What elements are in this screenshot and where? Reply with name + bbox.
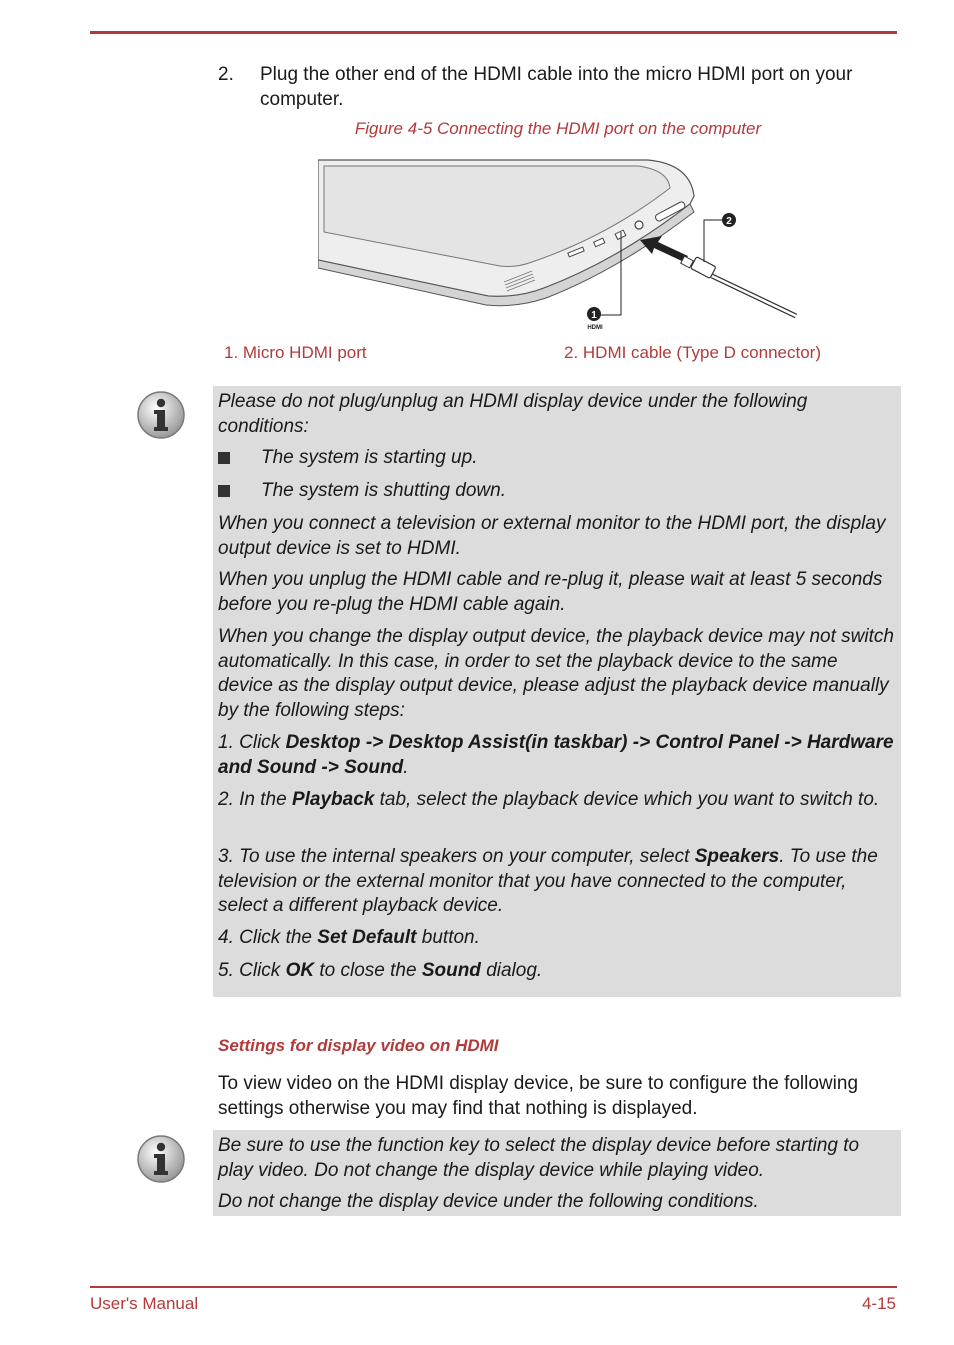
- note-paragraph-change: When you change the display output device, the playback device may not switch automatically. In this case, in order to set the playback device to the same device as the display output device, please adjust the playback device manually by the following steps:: [218, 626, 894, 721]
- note-box-hdmi-conditions: [213, 386, 901, 997]
- callout-2-label: 2: [726, 216, 732, 227]
- section-body: To view video on the HDMI display device, be sure to configure the following settings otherwise you may find that nothing is displayed.: [218, 1073, 859, 1119]
- note2-paragraph-1: Be sure to use the function key to select the display device before starting to play video. Do not change the display device while playing video.: [218, 1135, 860, 1181]
- step-text: Plug the other end of the HDMI cable into the micro HDMI port on your computer.: [260, 64, 853, 110]
- page-number: 4-15: [861, 1294, 896, 1313]
- section-heading: Settings for display video on HDMI: [218, 1036, 499, 1055]
- footer-manual-title: User's Manual: [90, 1294, 199, 1313]
- header-rule: [90, 31, 897, 34]
- note-box-video-settings: [213, 1130, 901, 1216]
- note-step-3: 3. To use the internal speakers on your computer, select Speakers. To use the television or the external monitor that you have connected to the computer, select a different playback device.: [218, 846, 878, 916]
- note-intro: Please do not plug/unplug an HDMI display device under the following conditions:: [218, 391, 808, 437]
- note-paragraph-unplug: When you unplug the HDMI cable and re-plug it, please wait at least 5 seconds before you re-plug the HDMI cable again.: [218, 569, 883, 615]
- bullet-marker: [218, 485, 230, 497]
- callout-1-label: 1: [591, 310, 597, 321]
- bullet-marker: [218, 452, 230, 464]
- info-icon: [136, 390, 186, 440]
- footer-rule: [90, 1286, 897, 1288]
- step-number: 2.: [218, 64, 234, 85]
- legend-micro-hdmi-port: 1. Micro HDMI port: [224, 343, 367, 362]
- figure-caption: Figure 4-5 Connecting the HDMI port on the computer: [354, 119, 762, 138]
- note-paragraph-connect: When you connect a television or external monitor to the HDMI port, the display output device is set to HDMI.: [218, 513, 886, 559]
- hdmi-connection-illustration: [318, 158, 798, 333]
- note-step-4: 4. Click the Set Default button.: [218, 927, 480, 948]
- note-step-1: 1. Click Desktop -> Desktop Assist(in taskbar) -> Control Panel -> Hardware and Sound -> Sound.: [218, 732, 894, 778]
- hdmi-port-marking: HDMI: [587, 325, 603, 331]
- info-icon: [136, 1134, 186, 1184]
- bullet-text: The system is starting up.: [261, 447, 478, 468]
- note2-paragraph-2: Do not change the display device under the following conditions.: [218, 1191, 759, 1212]
- legend-hdmi-cable: 2. HDMI cable (Type D connector): [564, 343, 821, 362]
- note-step-5: 5. Click OK to close the Sound dialog.: [218, 960, 543, 981]
- bullet-text: The system is shutting down.: [261, 480, 506, 501]
- note-step-2: 2. In the Playback tab, select the playback device which you want to switch to.: [218, 789, 880, 810]
